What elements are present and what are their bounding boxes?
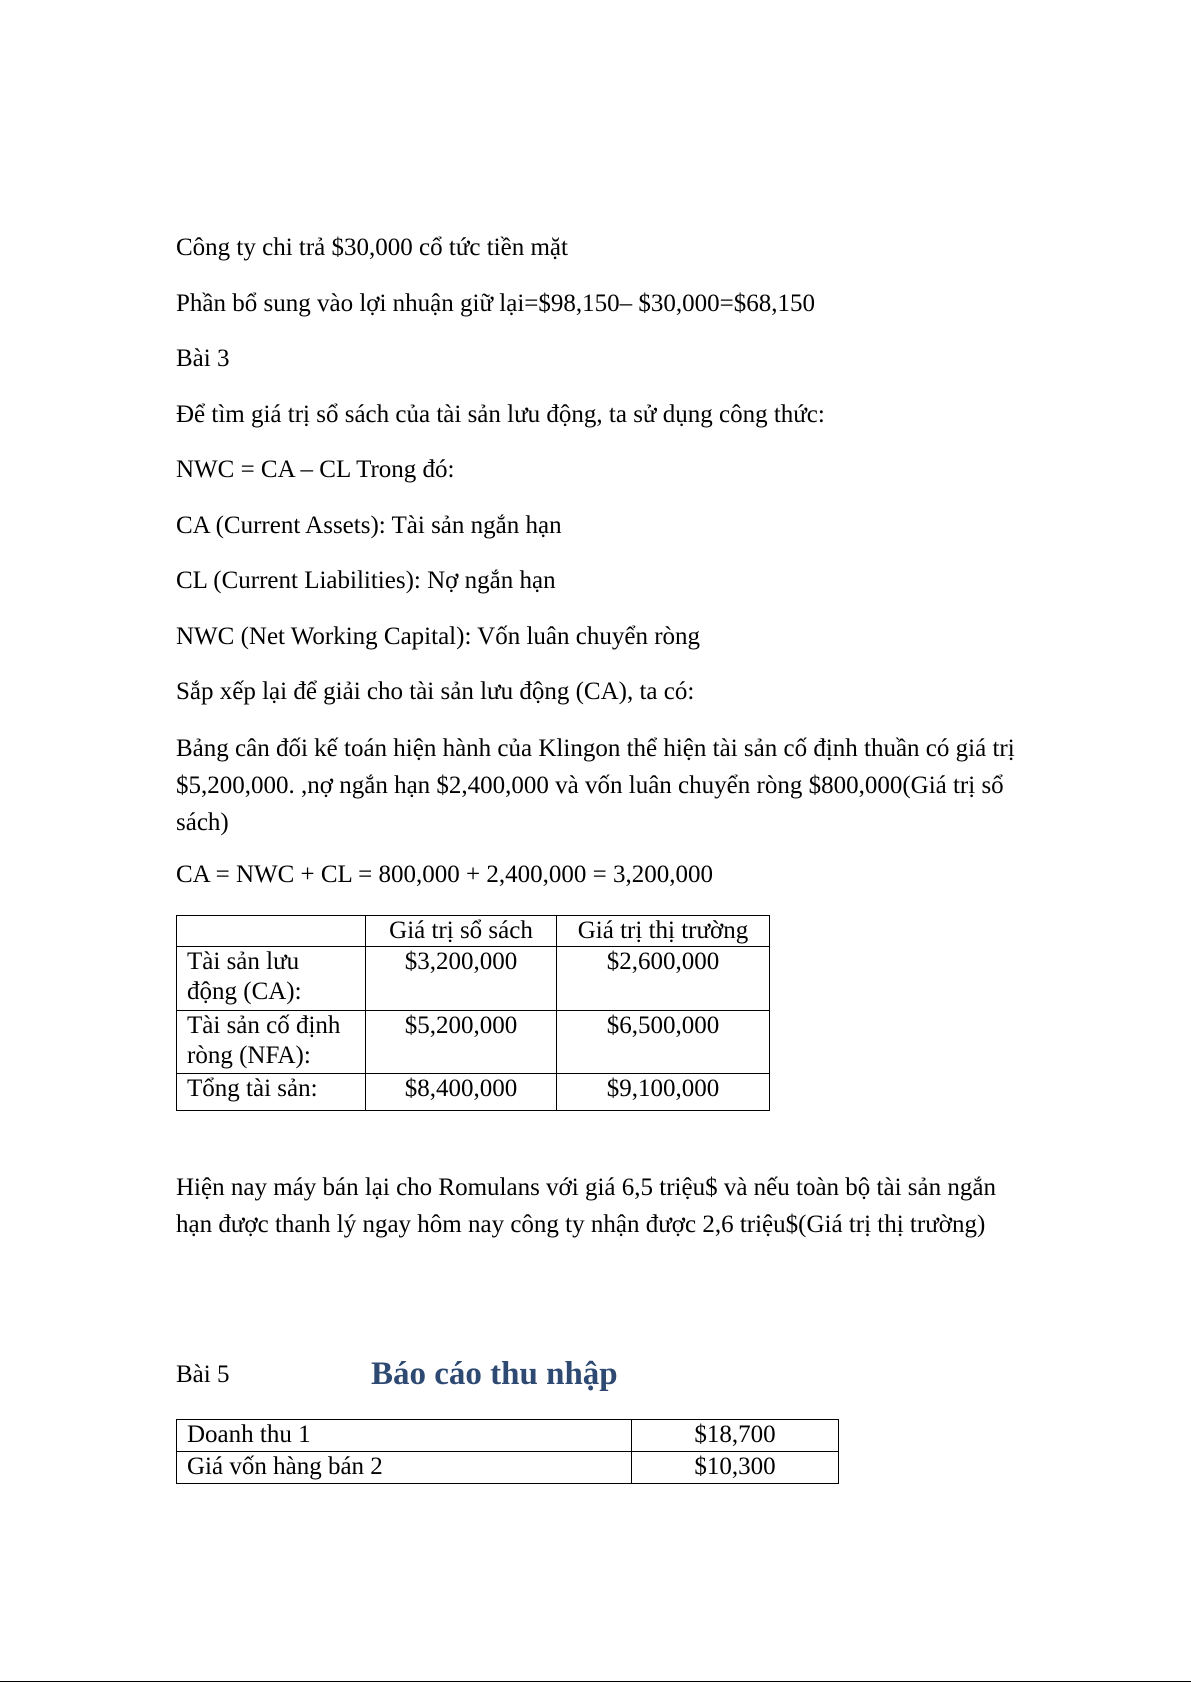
text-intro-formula: Để tìm giá trị sổ sách của tài sản lưu động, ta sử dụng công thức:	[176, 401, 825, 428]
text-ca-calculation: CA = NWC + CL = 800,000 + 2,400,000 = 3,200,000	[176, 861, 713, 888]
text-cl-definition: CL (Current Liabilities): Nợ ngắn hạn	[176, 567, 556, 594]
text-dividend: Công ty chi trả $30,000 cổ tức tiền mặt	[176, 234, 568, 261]
text-nwc-formula: NWC = CA – CL Trong đó:	[176, 456, 455, 483]
table-header-row	[177, 916, 770, 947]
table-cell-label: Giá vốn hàng bán 2	[177, 1452, 632, 1484]
table-cell-value: $5,200,000	[366, 1011, 557, 1074]
table-cell-value: $10,300	[632, 1452, 839, 1484]
table-cell-value: $3,200,000	[366, 947, 557, 1011]
balance-table	[176, 915, 770, 1111]
table-cell-label: Doanh thu 1	[177, 1420, 632, 1452]
heading-bai-3: Bài 3	[176, 345, 230, 372]
table-cell-value: $8,400,000	[366, 1074, 557, 1111]
text-klingon-balance: Bảng cân đối kế toán hiện hành của Klingon thể hiện tài sản cố định thuần có giá trị $5,200,000. ,nợ ngắn hạn $2,400,000 và vốn luân chuyển ròng $800,000(Giá trị sổ sách)	[176, 735, 1015, 836]
table-row	[177, 1011, 770, 1074]
table-row	[177, 1452, 839, 1484]
table-cell-label: Tài sản lưu động (CA):	[177, 947, 366, 1011]
text-nwc-definition: NWC (Net Working Capital): Vốn luân chuyển ròng	[176, 623, 701, 650]
table-header-cell: Giá trị thị trường	[557, 916, 770, 947]
income-statement-title: Báo cáo thu nhập	[371, 1356, 618, 1392]
table-row	[177, 1074, 770, 1111]
page-bottom-rule	[0, 1681, 1191, 1682]
table-cell-value: $6,500,000	[557, 1011, 770, 1074]
table-header-cell	[177, 916, 366, 947]
table-cell-value: $9,100,000	[557, 1074, 770, 1111]
table-header-cell: Giá trị sổ sách	[366, 916, 557, 947]
heading-bai-5: Bài 5	[176, 1361, 230, 1388]
table-row	[177, 1420, 839, 1452]
text-retained-earnings: Phần bổ sung vào lợi nhuận giữ lại=$98,150– $30,000=$68,150	[176, 290, 815, 317]
table-cell-value: $2,600,000	[557, 947, 770, 1011]
table-cell-label: Tài sản cố định ròng (NFA):	[177, 1011, 366, 1074]
income-table	[176, 1419, 839, 1484]
text-rearrange: Sắp xếp lại để giải cho tài sản lưu động (CA), ta có:	[176, 678, 695, 705]
text-ca-definition: CA (Current Assets): Tài sản ngắn hạn	[176, 512, 562, 539]
text-market-value: Hiện nay máy bán lại cho Romulans với giá 6,5 triệu$ và nếu toàn bộ tài sản ngắn hạn được thanh lý ngay hôm nay công ty nhận được 2,6 triệu$(Giá trị thị trường)	[176, 1174, 996, 1238]
table-row	[177, 947, 770, 1011]
table-cell-value: $18,700	[632, 1420, 839, 1452]
table-cell-label: Tổng tài sản:	[177, 1074, 366, 1111]
